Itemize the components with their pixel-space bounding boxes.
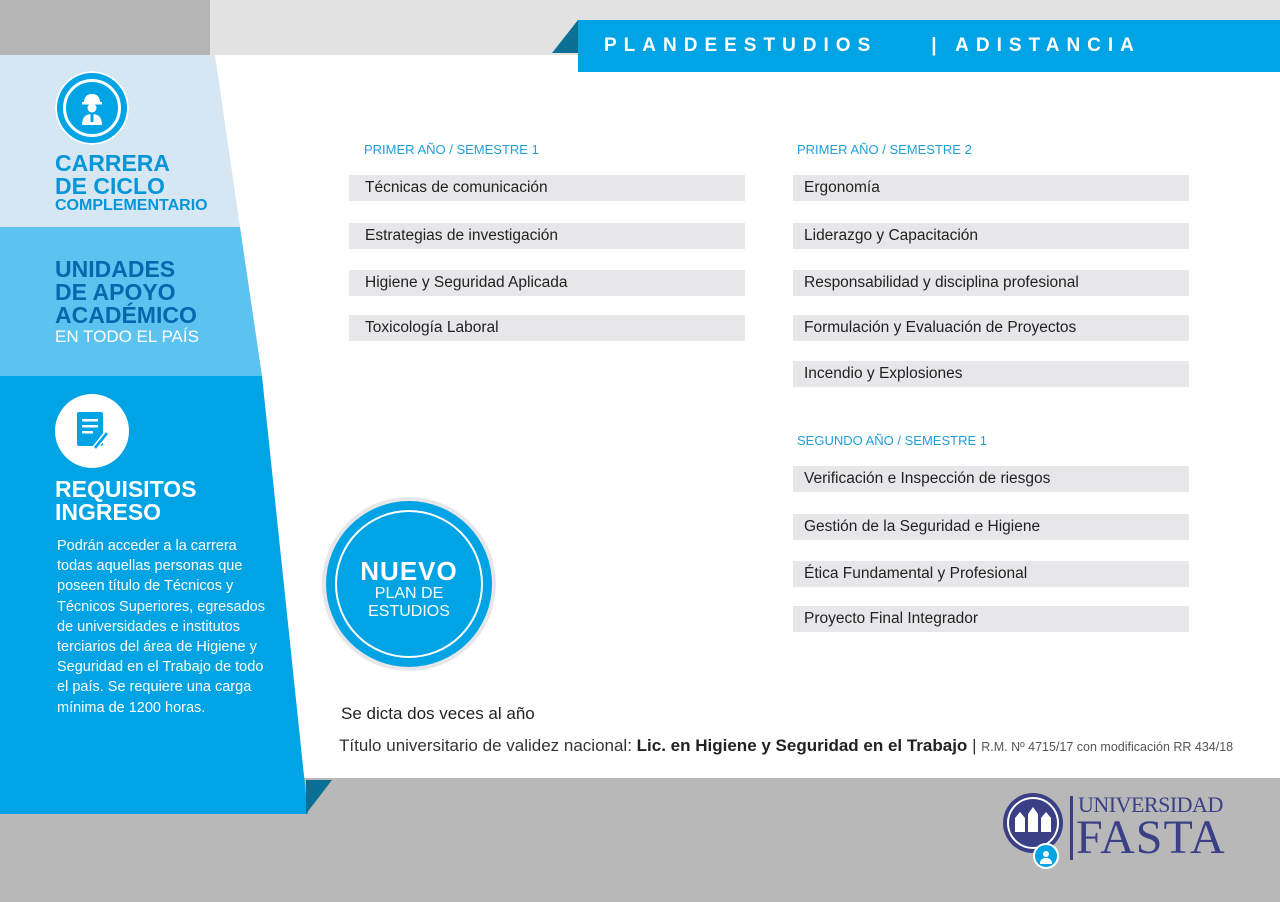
subject-row: Gestión de la Seguridad e Higiene bbox=[793, 514, 1189, 540]
badge-line-3: ESTUDIOS bbox=[368, 603, 450, 620]
units-line-3: ACADÉMICO bbox=[55, 302, 197, 328]
units-line-1: UNIDADES bbox=[55, 256, 176, 282]
degree-separator: | bbox=[972, 736, 977, 755]
plan-banner bbox=[578, 20, 1280, 72]
subject-row: Proyecto Final Integrador bbox=[793, 606, 1189, 632]
graduate-worker-icon bbox=[55, 71, 129, 145]
career-line-3: COMPLEMENTARIO bbox=[55, 197, 208, 214]
career-title bbox=[55, 152, 208, 214]
resolution-text: R.M. Nº 4715/17 con modificación RR 434/18 bbox=[981, 740, 1234, 754]
subject-row: Liderazgo y Capacitación bbox=[793, 223, 1189, 249]
badge-line-1: NUEVO bbox=[360, 556, 458, 586]
dictation-note: Se dicta dos veces al año bbox=[341, 704, 535, 723]
subject-row: Higiene y Seguridad Aplicada bbox=[349, 270, 745, 296]
subject-row: Responsabilidad y disciplina profesional bbox=[793, 270, 1189, 296]
units-title bbox=[55, 258, 199, 345]
requirements-text: Podrán acceder a la carrera todas aquellas personas que poseen título de Técnicos y Técnicos Superiores, egresados de universidades e institutos terciarios del área de Higiene y Seguridad en el Trabajo de todo el país. Se requiere una carga mínima de 1200 horas. bbox=[57, 538, 265, 716]
career-line-1: CARRERA bbox=[55, 150, 170, 176]
new-plan-badge bbox=[326, 501, 492, 667]
sidebar-top-strip bbox=[0, 0, 210, 55]
logo-line-1: UNIVERSIDAD bbox=[1078, 792, 1223, 817]
subject-row: Estrategias de investigación bbox=[349, 223, 745, 249]
badge-line-2: PLAN DE bbox=[374, 585, 444, 602]
university-fasta-logo bbox=[1000, 790, 1226, 870]
document-pen-icon bbox=[55, 394, 129, 468]
subject-row: Formulación y Evaluación de Proyectos bbox=[793, 315, 1189, 341]
semester-label: PRIMER AÑO / SEMESTRE 2 bbox=[797, 142, 972, 157]
subject-row: Verificación e Inspección de riesgos bbox=[793, 466, 1189, 492]
degree-prefix: Título universitario de validez nacional: bbox=[339, 736, 632, 755]
semester-label: SEGUNDO AÑO / SEMESTRE 1 bbox=[797, 433, 987, 448]
logo-line-2: FASTA bbox=[1076, 811, 1226, 864]
subject-row: Técnicas de comunicación bbox=[349, 175, 745, 201]
requirements-panel-fold bbox=[306, 780, 332, 814]
banner-fold bbox=[552, 20, 578, 53]
subject-row: Ergonomía bbox=[793, 175, 1189, 201]
career-line-2: DE CICLO bbox=[55, 173, 165, 199]
main-card bbox=[215, 55, 1280, 778]
subject-row: Ética Fundamental y Profesional bbox=[793, 561, 1189, 587]
subject-row: Toxicología Laboral bbox=[349, 315, 745, 341]
banner-subtitle: | ADISTANCIA bbox=[931, 35, 1141, 56]
requirements-line-2: INGRESO bbox=[55, 499, 162, 525]
subject-row: Incendio y Explosiones bbox=[793, 361, 1189, 387]
degree-line bbox=[339, 736, 1233, 756]
requirements-line-1: REQUISITOS bbox=[55, 476, 197, 502]
requirements-title bbox=[55, 478, 196, 524]
semester-label: PRIMER AÑO / SEMESTRE 1 bbox=[364, 142, 539, 157]
units-line-4: EN TODO EL PAÍS bbox=[55, 327, 199, 346]
units-line-2: DE APOYO bbox=[55, 279, 176, 305]
banner-title: PLANDEESTUDIOS bbox=[604, 35, 878, 56]
degree-name: Lic. en Higiene y Seguridad en el Trabajo bbox=[636, 736, 968, 755]
